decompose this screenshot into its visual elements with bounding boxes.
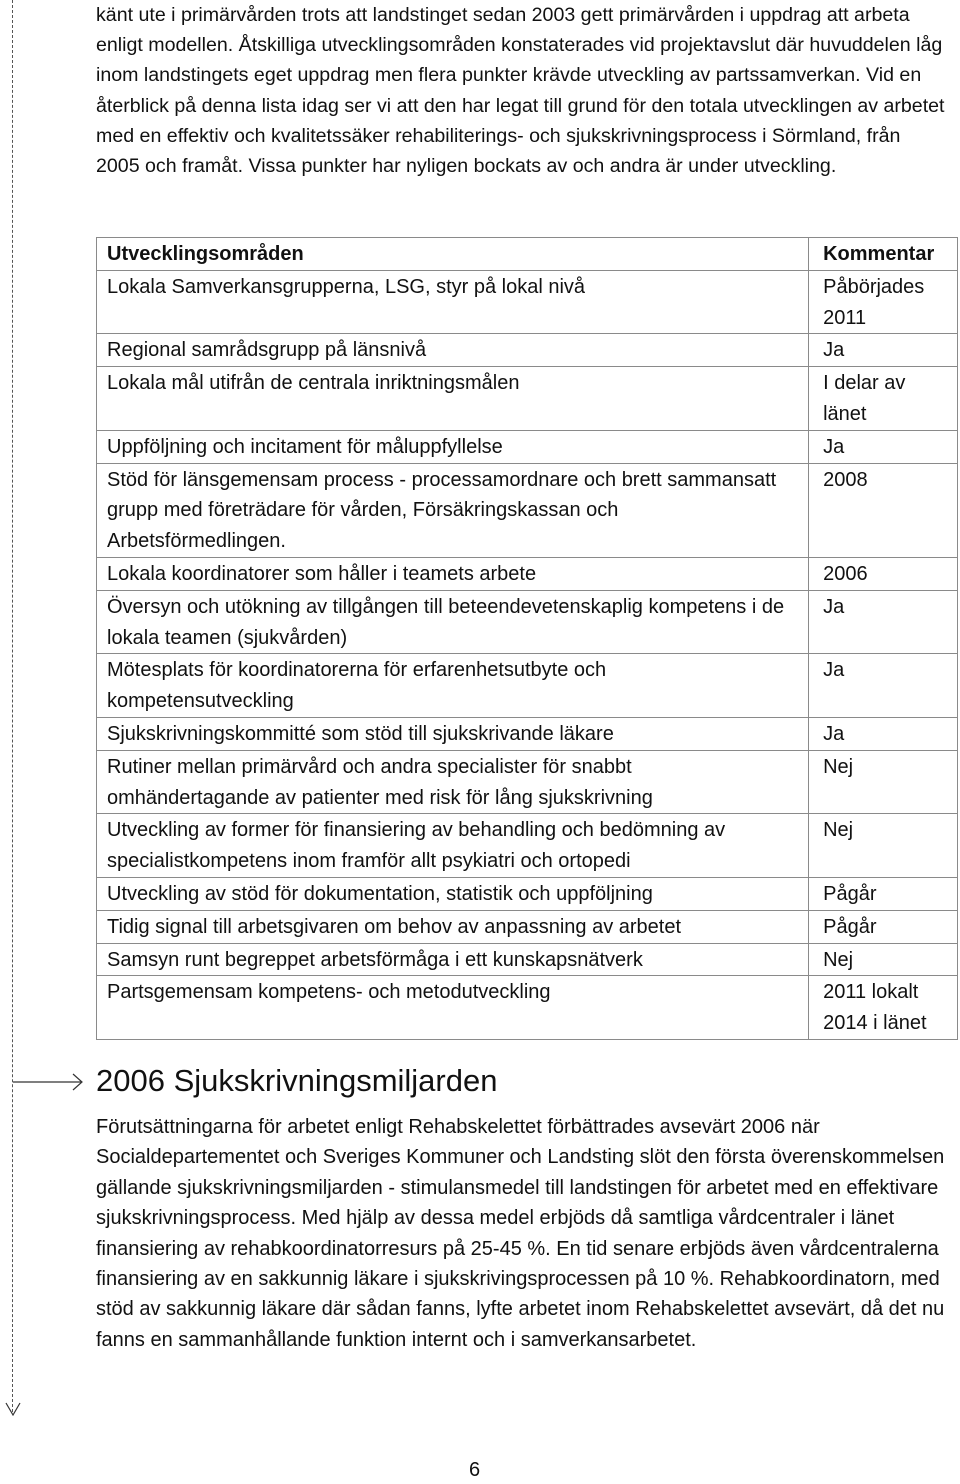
row-comment: I delar av länet [809,367,958,431]
row-comment: Ja [809,430,958,463]
row-area: Rutiner mellan primärvård och andra specialister för snabbt omhändertagande av patienter med risk för lång sjukskrivning [97,750,809,814]
table-row [97,557,958,590]
row-area: Partsgemensam kompetens- och metodutveckling [97,976,809,1040]
table-row [97,270,958,334]
row-comment: Ja [809,717,958,750]
row-area: Lokala Samverkansgrupperna, LSG, styr på lokal nivå [97,270,809,334]
row-comment: 2006 [809,557,958,590]
row-area: Mötesplats för koordinatorerna för erfarenhetsutbyte och kompetensutveckling [97,654,809,718]
row-comment: Nej [809,750,958,814]
table-row [97,334,958,367]
table-row [97,943,958,976]
row-area: Sjukskrivningskommitté som stöd till sjukskrivande läkare [97,717,809,750]
row-area: Uppföljning och incitament för måluppfyllelse [97,430,809,463]
intro-paragraph: känt ute i primärvården trots att landstinget sedan 2003 gett primärvården i uppdrag att arbeta enligt modellen. Åtskilliga utvecklingsområden konstaterades vid projektavslut där huvuddelen låg inom landstingets eget uppdrag men flera punkter krävde utveckling av partssamverkan. Vid en återblick på denna lista idag ser vi att den har legat till grund för den totala utvecklingen av arbetet med en effektiv och kvalitetssäker rehabiliterings- och sjukskrivningsprocess i Sörmland, från 2005 och framåt. Vissa punkter har nyligen bockats av och andra är under utveckling. [96,4,945,178]
right-arrow-icon [13,1070,85,1094]
row-area: Översyn och utökning av tillgången till beteendevetenskaplig kompetens i de lokala teamen (sjukvården) [97,590,809,654]
row-area: Samsyn runt begreppet arbetsförmåga i ett kunskapsnätverk [97,943,809,976]
table-row [97,877,958,910]
section-paragraph: Förutsättningarna för arbetet enligt Rehabskelettet förbättrades avsevärt 2006 när Socialdepartementet och Sveriges Kommuner och Landsting slöt den första överenskommelsen gällande sjukskrivningsmiljarden - stimulansmedel till landstingen för arbetet med en effektivare sjukskrivningsprocess. Med hjälp av dessa medel erbjöds då samtliga vårdcentraler i länet finansiering av rehabkoordinatorresurs på 25-45 %. En tid senare erbjöds även vårdcentralerna finansiering av en sakkunnig läkare i sjukskrivingsprocessen på 10 %. Rehabkoordinatorn, med stöd av sakkunnig läkare där sådan fanns, lyfte arbetet inom Rehabskelettet avsevärt, då det nu fanns en sammanhållande funktion internt och i samverkansarbetet. [96,1116,945,1351]
row-comment: Nej [809,943,958,976]
row-comment: Ja [809,334,958,367]
timeline-line [12,0,13,1412]
header-areas: Utvecklingsområden [97,238,809,271]
section-heading: 2006 Sjukskrivningsmiljarden [96,1063,498,1098]
row-area: Lokala koordinatorer som håller i teamets arbete [97,557,809,590]
table-row [97,463,958,557]
down-arrow-icon [5,1402,21,1416]
row-comment: Påbörjades 2011 [809,270,958,334]
row-comment: 2008 [809,463,958,557]
table-row [97,430,958,463]
table-row [97,750,958,814]
header-comment: Kommentar [809,238,958,271]
table-header-row [97,238,958,271]
table-row [97,654,958,718]
row-comment: 2011 lokalt 2014 i länet [809,976,958,1040]
page-number: 6 [469,1459,481,1481]
row-comment: Pågår [809,877,958,910]
row-area: Utveckling av stöd för dokumentation, statistik och uppföljning [97,877,809,910]
row-area: Tidig signal till arbetsgivaren om behov av anpassning av arbetet [97,910,809,943]
table-row [97,814,958,878]
row-comment: Ja [809,590,958,654]
row-area: Lokala mål utifrån de centrala inriktningsmålen [97,367,809,431]
row-area: Stöd för länsgemensam process - processamordnare och brett sammansatt grupp med företrädare för vården, Försäkringskassan och Arbetsförmedlingen. [97,463,809,557]
row-area: Regional samrådsgrupp på länsnivå [97,334,809,367]
table-row [97,367,958,431]
row-comment: Nej [809,814,958,878]
row-comment: Pågår [809,910,958,943]
table-row [97,717,958,750]
table-row [97,590,958,654]
row-comment: Ja [809,654,958,718]
table-row [97,910,958,943]
row-area: Utveckling av former för finansiering av behandling och bedömning av specialistkompetens inom framför allt psykiatri och ortopedi [97,814,809,878]
development-areas-table [96,237,958,1040]
table-row [97,976,958,1040]
